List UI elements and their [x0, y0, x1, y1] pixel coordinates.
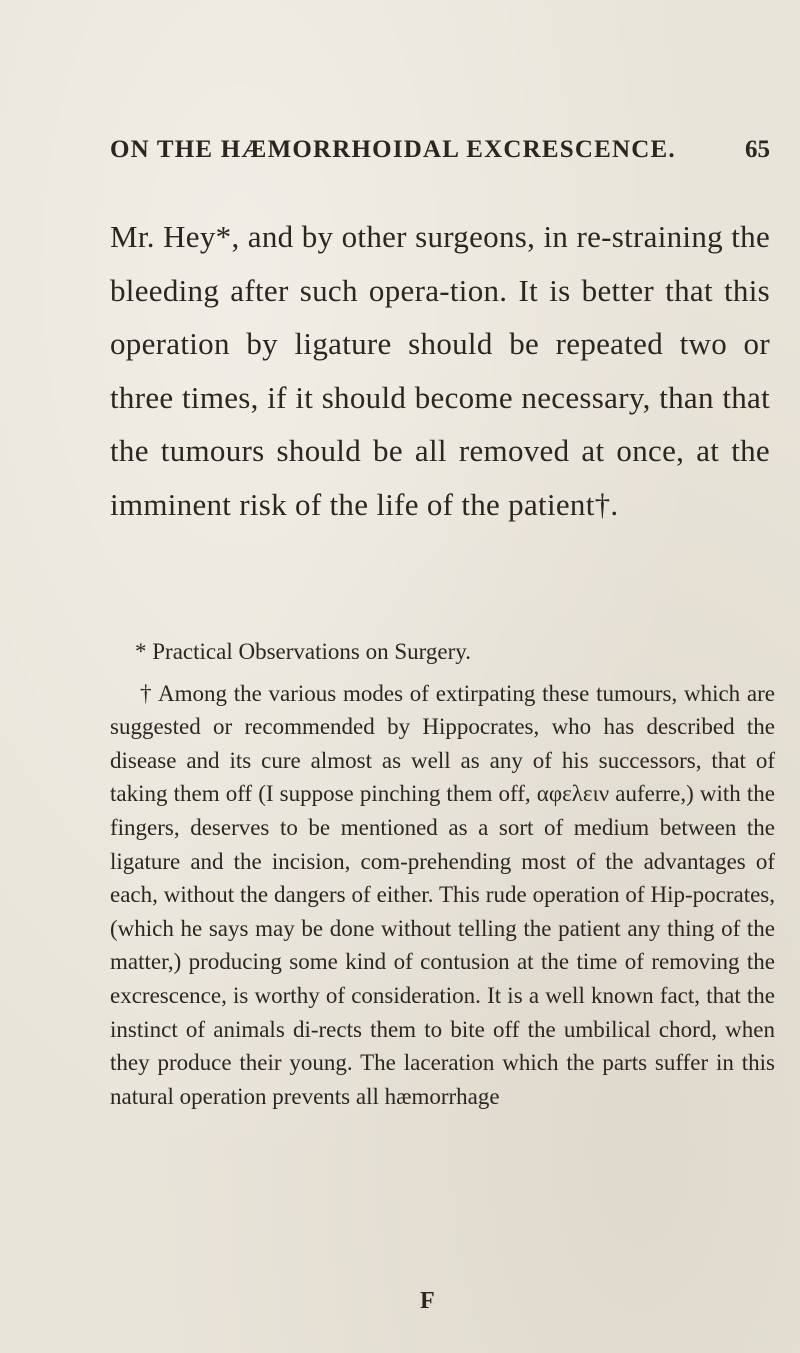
running-title: ON THE HÆMORRHOIDAL EXCRESCENCE.	[110, 136, 676, 163]
footnote-1: * Practical Observations on Surgery.	[135, 639, 471, 664]
footnotes	[110, 635, 775, 1113]
footnote-2: † Among the various modes of extirpating these tumours, which are suggested or recommended by Hippocrates, who has described the disease and its cure almost as well as any of his successors, that of taking them off (I suppose pinching them off, αφελειν auferre,) with the fingers, deserves to be mentioned as a sort of medium between the ligature and the incision, com-prehending most of the advantages of each, without the dangers of either. This rude operation of Hip-pocrates, (which he says may be done without telling the patient any thing of the matter,) producing some kind of contusion at the time of removing the excrescence, is worthy of consideration. It is a well known fact, that the instinct of animals di-rects them to bite off the umbilical chord, when they produce their young. The laceration which the parts suffer in this natural operation prevents all hæmorrhage	[110, 680, 775, 1109]
main-paragraph: Mr. Hey*, and by other surgeons, in re-straining the bleeding after such opera-tion. It is better that this operation by ligature should be repeated two or three times, if it should become necessary, than that the tumours should be all removed at once, at the imminent risk of the life of the patient†.	[110, 219, 770, 522]
signature-mark: F	[420, 1288, 435, 1314]
running-header	[110, 136, 770, 170]
page-number: 65	[745, 136, 770, 163]
main-text-block	[110, 210, 770, 532]
